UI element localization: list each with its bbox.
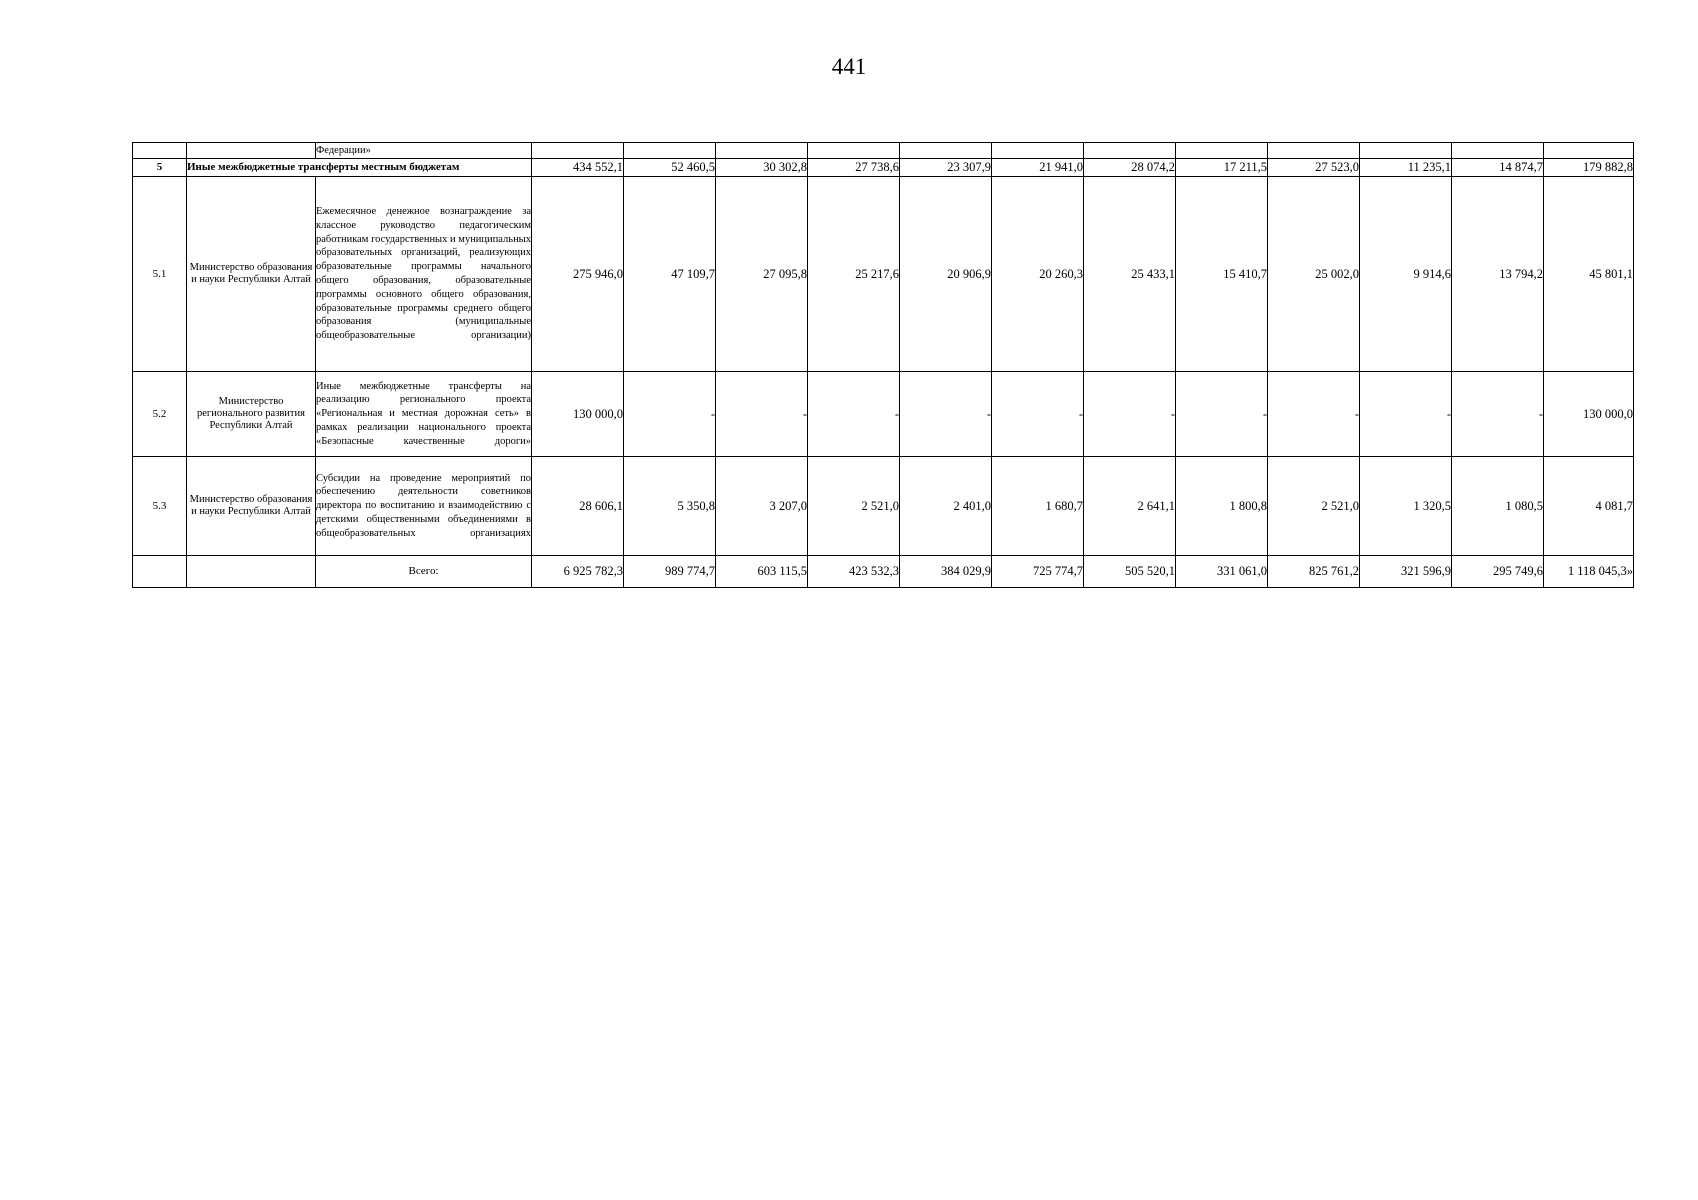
cell-value: 1 320,5 [1360,457,1452,556]
cell-value: 15 410,7 [1176,177,1268,372]
row-description: Иные межбюджетные трансферты на реализацию регионального проекта «Региональная и местная дорожная сеть» в рамках реализации национального проекта «Безопасные качественные дороги» [316,372,532,457]
cell-value: 275 946,0 [532,177,624,372]
cell-value [716,143,808,159]
cell-organization [187,556,316,588]
cell-value: 27 523,0 [1268,159,1360,177]
cell-value: 179 882,8 [1544,159,1634,177]
budget-table [132,142,1634,588]
cell-value: 295 749,6 [1452,556,1544,588]
cell-value: - [624,372,716,457]
cell-value: 27 095,8 [716,177,808,372]
cell-value: 2 401,0 [900,457,992,556]
row-organization: Министерство регионального развития Республики Алтай [187,372,316,457]
cell-value [1176,143,1268,159]
cell-value [1544,143,1634,159]
cell-value: 1 118 045,3» [1544,556,1634,588]
cell-value: 28 074,2 [1084,159,1176,177]
cell-value: 2 521,0 [1268,457,1360,556]
cell-value: 45 801,1 [1544,177,1634,372]
cell-value: 5 350,8 [624,457,716,556]
cell-value [1084,143,1176,159]
cell-value [624,143,716,159]
cell-value: 28 606,1 [532,457,624,556]
row-number: 5.2 [133,372,187,457]
cell-value: - [992,372,1084,457]
cell-value: 2 641,1 [1084,457,1176,556]
cell-value: 20 260,3 [992,177,1084,372]
cell-value: 27 738,6 [808,159,900,177]
cell-value: 20 906,9 [900,177,992,372]
cell-value: 11 235,1 [1360,159,1452,177]
section-row [133,159,1634,177]
cell-value [1452,143,1544,159]
cell-value [1268,143,1360,159]
cell-value: 434 552,1 [532,159,624,177]
cell-value: 9 914,6 [1360,177,1452,372]
cell-number [133,556,187,588]
cell-value: 1 080,5 [1452,457,1544,556]
cell-value [1360,143,1452,159]
cell-description: Федерации» [316,143,532,159]
page-number: 441 [831,54,867,79]
cell-value: 3 207,0 [716,457,808,556]
row-number: 5.1 [133,177,187,372]
table-row [133,177,1634,372]
cell-value: 6 925 782,3 [532,556,624,588]
cell-value: 21 941,0 [992,159,1084,177]
cell-value: - [1176,372,1268,457]
cell-value: 30 302,8 [716,159,808,177]
cell-value: 130 000,0 [532,372,624,457]
row-organization: Министерство образования и науки Республики Алтай [187,177,316,372]
cell-value: 14 874,7 [1452,159,1544,177]
cell-value: 603 115,5 [716,556,808,588]
row-number: 5.3 [133,457,187,556]
row-description: Ежемесячное денежное вознаграждение за классное руководство педагогическим работникам государственных и муниципальных образовательных организаций, реализующих образовательные программы начального общего образования, образовательные программы основного общего образования, образовательные программы среднего общего образования (муниципальные общеобразовательные организации) [316,177,532,372]
cell-value: 505 520,1 [1084,556,1176,588]
table-row [133,457,1634,556]
cell-value [992,143,1084,159]
cell-value: - [1360,372,1452,457]
cell-value: 25 002,0 [1268,177,1360,372]
cell-value [532,143,624,159]
cell-value: 321 596,9 [1360,556,1452,588]
cell-value: 17 211,5 [1176,159,1268,177]
cell-value: 384 029,9 [900,556,992,588]
cell-value [808,143,900,159]
cell-value: 25 433,1 [1084,177,1176,372]
cell-value: 23 307,9 [900,159,992,177]
total-row [133,556,1634,588]
cell-value: 47 109,7 [624,177,716,372]
table-row [133,372,1634,457]
cell-value: - [1268,372,1360,457]
cell-number [133,143,187,159]
cell-value: 989 774,7 [624,556,716,588]
cell-value [900,143,992,159]
total-label: Всего: [316,556,532,588]
cell-value: 13 794,2 [1452,177,1544,372]
section-number: 5 [133,159,187,177]
cell-value: 331 061,0 [1176,556,1268,588]
continuation-row [133,143,1634,159]
cell-value: 1 800,8 [1176,457,1268,556]
cell-value: - [900,372,992,457]
cell-value: 1 680,7 [992,457,1084,556]
cell-value: - [808,372,900,457]
cell-value: 130 000,0 [1544,372,1634,457]
section-title: Иные межбюджетные трансферты местным бюджетам [187,159,532,177]
cell-value: 52 460,5 [624,159,716,177]
cell-value: 2 521,0 [808,457,900,556]
cell-value: - [1084,372,1176,457]
cell-value: 423 532,3 [808,556,900,588]
cell-value: - [1452,372,1544,457]
cell-value: 25 217,6 [808,177,900,372]
row-organization: Министерство образования и науки Республики Алтай [187,457,316,556]
row-description: Субсидии на проведение мероприятий по обеспечению деятельности советников директора по воспитанию и взаимодействию с детскими общественными объединениями в общеобразовательных организациях [316,457,532,556]
cell-value: - [716,372,808,457]
cell-value: 825 761,2 [1268,556,1360,588]
cell-organization [187,143,316,159]
cell-value: 4 081,7 [1544,457,1634,556]
cell-value: 725 774,7 [992,556,1084,588]
